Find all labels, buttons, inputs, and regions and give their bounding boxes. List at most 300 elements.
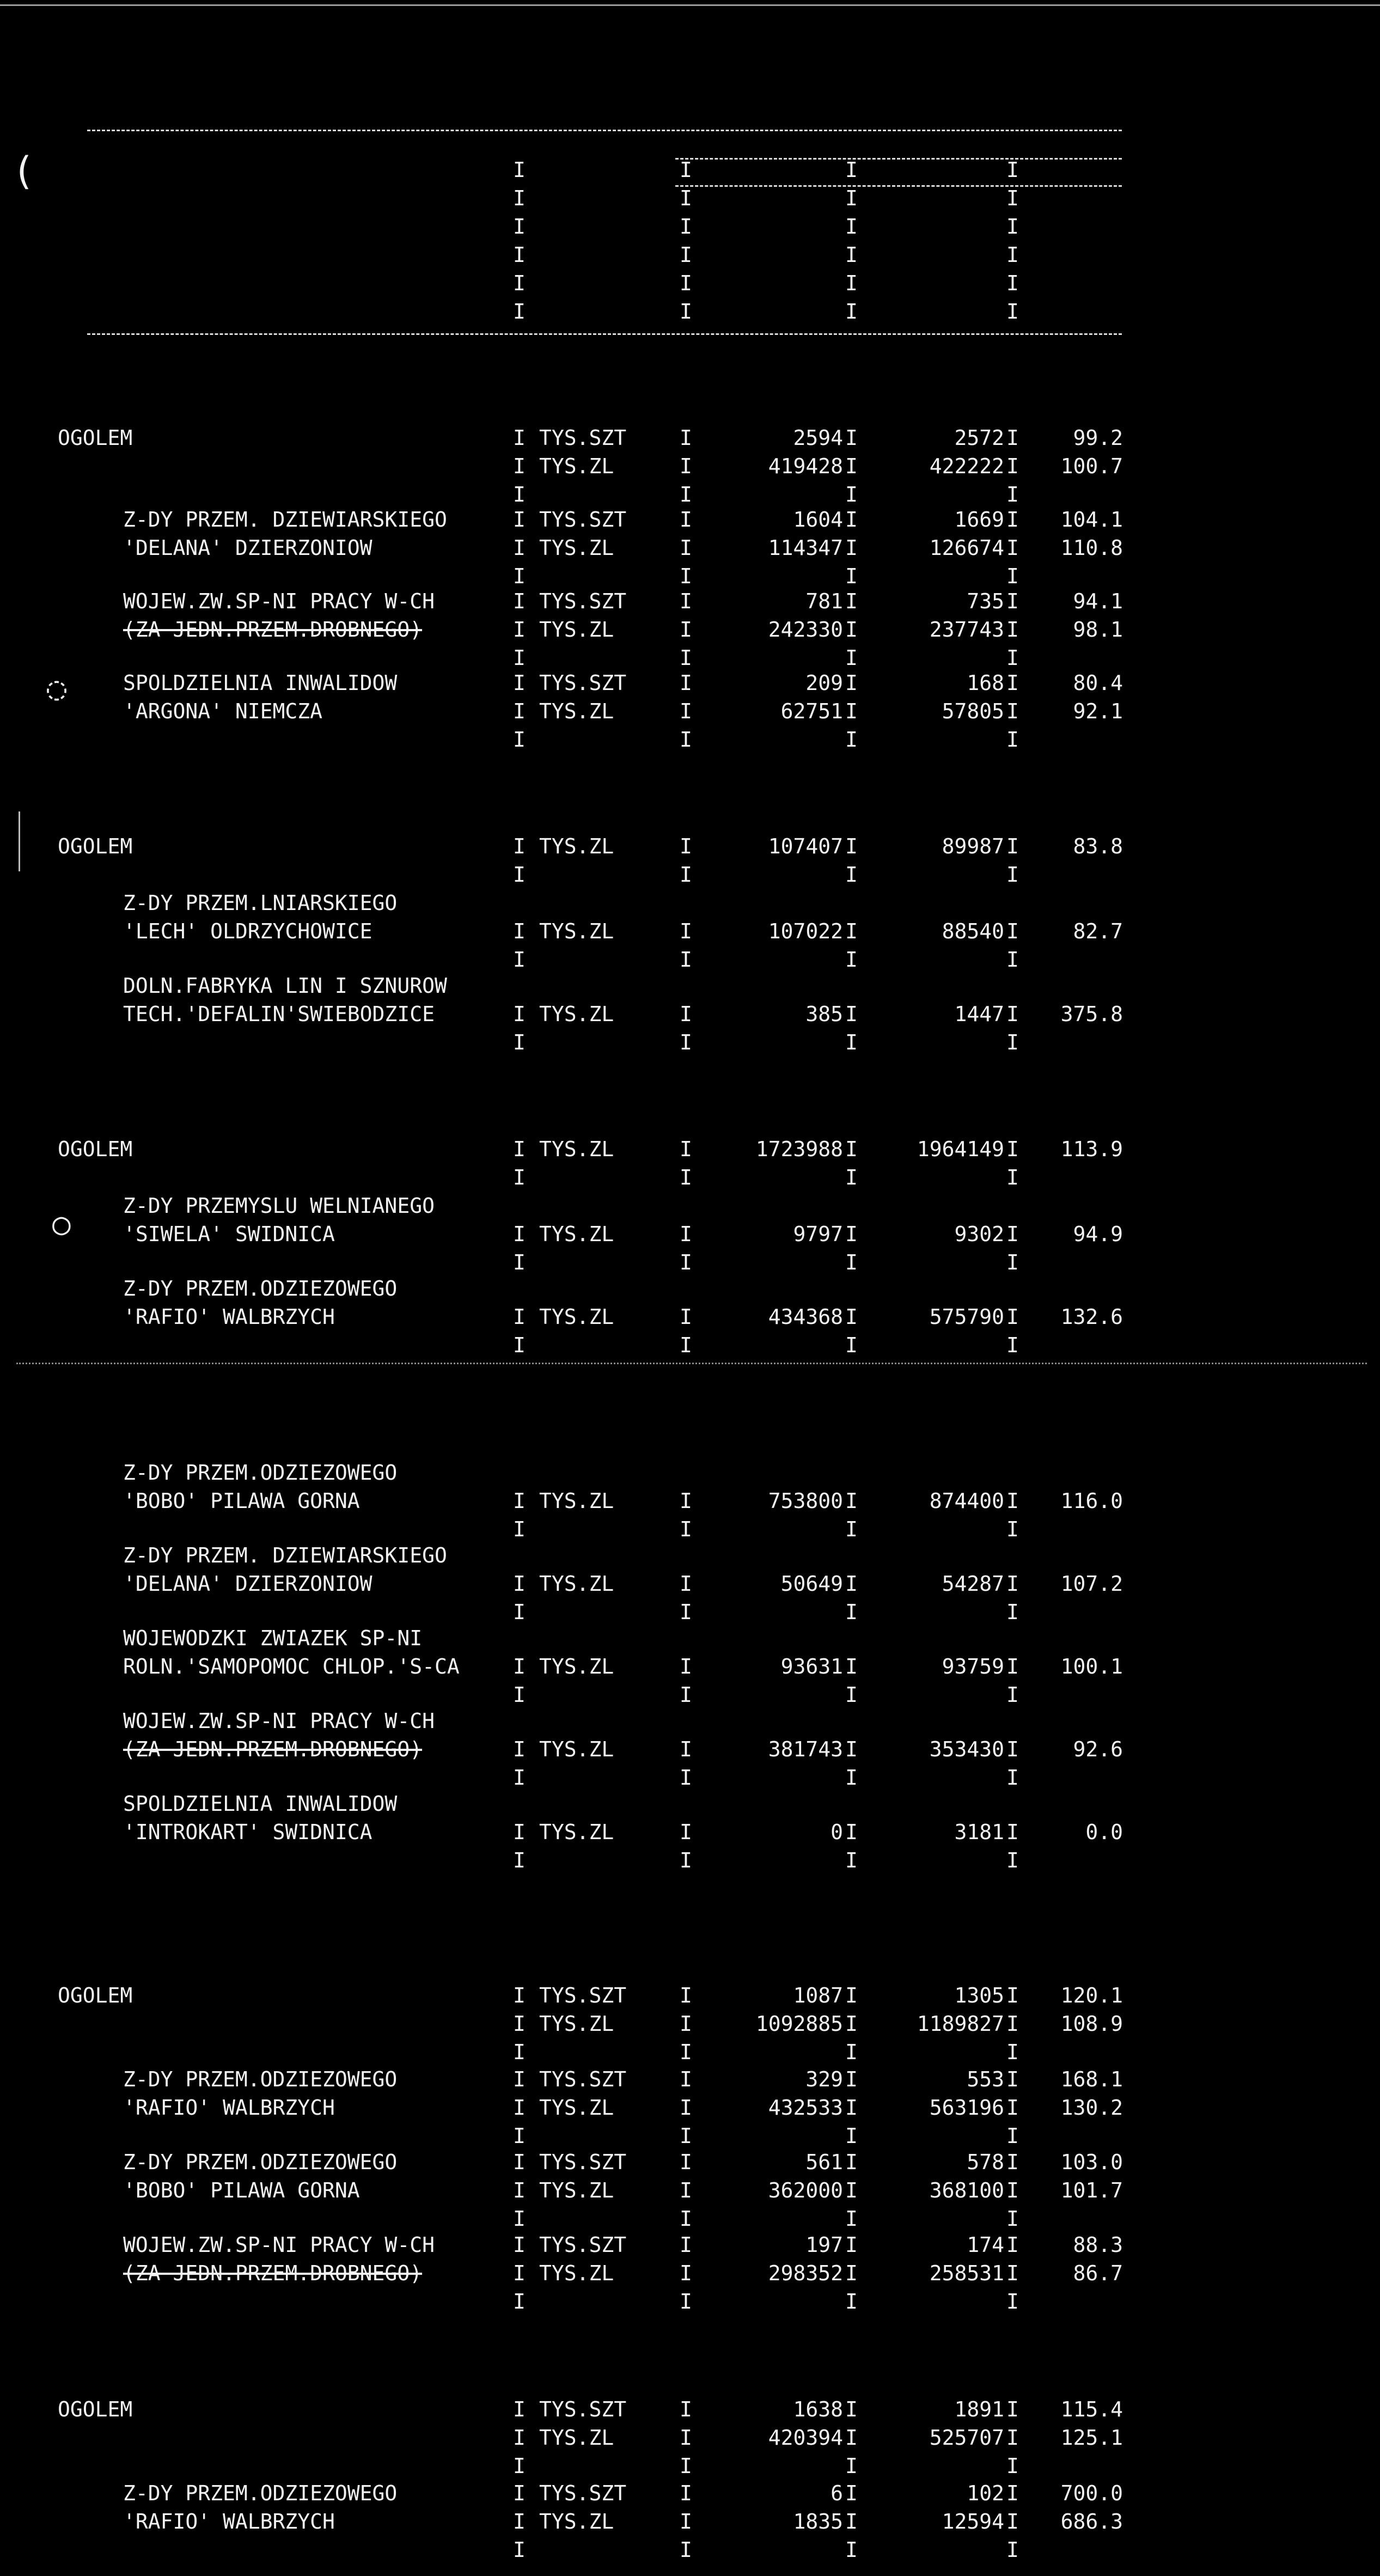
- column-separator: I: [680, 2150, 692, 2174]
- value-1980: 1092885: [755, 2012, 843, 2036]
- value-1981: 2572: [954, 426, 1004, 450]
- value-1981: 89987: [942, 834, 1004, 858]
- value-1981: 126674: [929, 536, 1004, 560]
- column-separator: I: [1006, 2096, 1019, 2120]
- column-separator: I: [845, 1333, 858, 1357]
- unit-cell: TYS.SZT: [539, 426, 627, 450]
- column-separator: I: [1006, 1983, 1019, 2007]
- value-1980: 561: [805, 2150, 843, 2174]
- column-separator: I: [845, 564, 858, 588]
- column-separator: I: [513, 1489, 526, 1513]
- value-1980: 0: [831, 1820, 843, 1844]
- column-separator: I: [513, 1165, 526, 1189]
- column-separator: I: [680, 508, 692, 532]
- row-label: SPOLDZIELNIA INWALIDOW: [123, 1792, 398, 1816]
- top-scan-edge: [0, 4, 1380, 6]
- row-sublabel: 'SIWELA' SWIDNICA: [123, 1222, 335, 1246]
- value-1981: 353430: [929, 1737, 1004, 1761]
- value-1981: 1891: [954, 2397, 1004, 2421]
- column-separator: I: [1006, 508, 1019, 532]
- index-value: 375.8: [1060, 1002, 1123, 1026]
- index-value: 92.1: [1073, 699, 1123, 723]
- index-value: 100.7: [1060, 454, 1123, 478]
- header-bottom-rule: [87, 333, 1122, 335]
- column-separator: I: [513, 1222, 526, 1246]
- index-value: 94.9: [1073, 1222, 1123, 1246]
- value-1981: 93759: [942, 1655, 1004, 1678]
- unit-cell: TYS.SZT: [539, 1983, 627, 2007]
- row-sublabel: ROLN.'SAMOPOMOC CHLOP.'S-CA: [123, 1655, 460, 1678]
- column-separator: I: [680, 589, 692, 613]
- column-separator: I: [513, 1983, 526, 2007]
- index-value: 98.1: [1073, 618, 1123, 642]
- column-separator: I: [1006, 2481, 1019, 2505]
- row-label: WOJEWODZKI ZWIAZEK SP-NI: [123, 1626, 423, 1650]
- column-separator: I: [513, 2538, 526, 2562]
- index-value: 0.0: [1085, 1820, 1123, 1844]
- column-separator: I: [1006, 1002, 1019, 1026]
- column-separator: I: [513, 2426, 526, 2450]
- index-value: 116.0: [1060, 1489, 1123, 1513]
- column-separator: I: [513, 646, 526, 670]
- header-column-separator: I: [680, 158, 692, 182]
- unit-cell: TYS.ZL: [539, 1305, 614, 1329]
- value-1980: 434368: [768, 1305, 843, 1329]
- column-separator: I: [845, 1002, 858, 1026]
- value-1981: 563196: [929, 2096, 1004, 2120]
- column-separator: I: [845, 948, 858, 972]
- column-separator: I: [680, 536, 692, 560]
- index-value: 120.1: [1060, 1983, 1123, 2007]
- value-1980: 420394: [768, 2426, 843, 2450]
- column-separator: I: [680, 564, 692, 588]
- column-separator: I: [513, 426, 526, 450]
- value-1980: 781: [805, 589, 843, 613]
- column-separator: I: [513, 2481, 526, 2505]
- value-1981: 12594: [942, 2510, 1004, 2534]
- value-1980: 114347: [768, 536, 843, 560]
- row-label: OGOLEM: [58, 1983, 133, 2007]
- header-column-separator: I: [513, 243, 526, 267]
- column-separator: I: [513, 2067, 526, 2091]
- row-label: Z-DY PRZEM.ODZIEZOWEGO: [123, 2481, 398, 2505]
- unit-cell: TYS.SZT: [539, 2233, 627, 2257]
- column-separator: I: [680, 1030, 692, 1054]
- column-separator: I: [1006, 2067, 1019, 2091]
- column-separator: I: [680, 2207, 692, 2231]
- column-separator: I: [680, 2040, 692, 2064]
- header-column-separator: I: [513, 158, 526, 182]
- binding-ring-mark-2: ○: [52, 1206, 71, 1242]
- column-separator: I: [680, 646, 692, 670]
- column-separator: I: [680, 2067, 692, 2091]
- row-label: Z-DY PRZEM. DZIEWIARSKIEGO: [123, 508, 447, 532]
- column-separator: I: [680, 1002, 692, 1026]
- column-separator: I: [680, 1517, 692, 1541]
- value-1981: 575790: [929, 1305, 1004, 1329]
- column-separator: I: [680, 2290, 692, 2313]
- header-column-separator: I: [1006, 243, 1019, 267]
- value-1980: 1835: [793, 2510, 843, 2534]
- value-1980: 432533: [768, 2096, 843, 2120]
- unit-cell: TYS.ZL: [539, 1820, 614, 1844]
- header-column-separator: I: [1006, 186, 1019, 210]
- header-column-separator: I: [845, 243, 858, 267]
- column-separator: I: [845, 618, 858, 642]
- column-separator: I: [680, 2538, 692, 2562]
- row-sublabel: 'DELANA' DZIERZONIOW: [123, 536, 373, 560]
- column-separator: I: [1006, 1305, 1019, 1329]
- column-separator: I: [845, 1137, 858, 1161]
- column-separator: I: [845, 454, 858, 478]
- header-column-separator: I: [845, 271, 858, 295]
- column-separator: I: [1006, 1165, 1019, 1189]
- column-separator: I: [1006, 948, 1019, 972]
- value-1981: 102: [967, 2481, 1004, 2505]
- column-separator: I: [1006, 618, 1019, 642]
- row-sublabel: 'ARGONA' NIEMCZA: [123, 699, 323, 723]
- header-column-separator: I: [513, 186, 526, 210]
- value-1981: 1964149: [917, 1137, 1004, 1161]
- column-separator: I: [680, 948, 692, 972]
- header-column-separator: I: [680, 271, 692, 295]
- column-separator: I: [845, 2124, 858, 2148]
- value-1981: 9302: [954, 1222, 1004, 1246]
- row-label: Z-DY PRZEM.ODZIEZOWEGO: [123, 1461, 398, 1485]
- column-separator: I: [1006, 2012, 1019, 2036]
- column-separator: I: [1006, 1766, 1019, 1790]
- column-separator: I: [513, 1333, 526, 1357]
- column-separator: I: [845, 426, 858, 450]
- column-separator: I: [680, 426, 692, 450]
- header-column-separator: I: [845, 158, 858, 182]
- column-separator: I: [1006, 2178, 1019, 2202]
- column-separator: I: [1006, 1655, 1019, 1678]
- column-separator: I: [680, 483, 692, 506]
- column-separator: I: [680, 1683, 692, 1707]
- index-value: 110.8: [1060, 536, 1123, 560]
- header-column-separator: I: [680, 186, 692, 210]
- row-label: Z-DY PRZEM.ODZIEZOWEGO: [123, 2067, 398, 2091]
- column-separator: I: [845, 1848, 858, 1872]
- column-separator: I: [845, 1766, 858, 1790]
- value-1981: 57805: [942, 699, 1004, 723]
- column-separator: I: [845, 2261, 858, 2285]
- binding-hole-mark: (: [12, 149, 35, 193]
- index-value: 113.9: [1060, 1137, 1123, 1161]
- column-separator: I: [513, 1766, 526, 1790]
- column-separator: I: [845, 2290, 858, 2313]
- value-1981: 368100: [929, 2178, 1004, 2202]
- index-value: 101.7: [1060, 2178, 1123, 2202]
- column-separator: I: [513, 1137, 526, 1161]
- value-1980: 298352: [768, 2261, 843, 2285]
- index-value: 99.2: [1073, 426, 1123, 450]
- column-separator: I: [845, 1983, 858, 2007]
- unit-cell: TYS.SZT: [539, 2067, 627, 2091]
- column-separator: I: [513, 1517, 526, 1541]
- column-separator: I: [1006, 1572, 1019, 1596]
- column-separator: I: [680, 2426, 692, 2450]
- index-value: 86.7: [1073, 2261, 1123, 2285]
- value-1980: 6: [831, 2481, 843, 2505]
- unit-cell: TYS.SZT: [539, 2397, 627, 2421]
- value-1981: 1669: [954, 508, 1004, 532]
- value-1980: 329: [805, 2067, 843, 2091]
- column-separator: I: [513, 1655, 526, 1678]
- value-1981: 1447: [954, 1002, 1004, 1026]
- value-1981: 1305: [954, 1983, 1004, 2007]
- column-separator: I: [513, 1030, 526, 1054]
- page-break-line: [16, 1363, 1367, 1364]
- row-label: SPOLDZIELNIA INWALIDOW: [123, 671, 398, 695]
- column-separator: I: [513, 564, 526, 588]
- value-1980: 62751: [780, 699, 843, 723]
- value-1981: 174: [967, 2233, 1004, 2257]
- column-separator: I: [845, 2481, 858, 2505]
- unit-cell: TYS.ZL: [539, 1002, 614, 1026]
- column-separator: I: [1006, 1848, 1019, 1872]
- row-label: OGOLEM: [58, 2397, 133, 2421]
- column-separator: I: [513, 671, 526, 695]
- row-label: WOJEW.ZW.SP-NI PRACY W-CH: [123, 2233, 435, 2257]
- column-separator: I: [1006, 1030, 1019, 1054]
- column-separator: I: [513, 2096, 526, 2120]
- column-separator: I: [513, 919, 526, 943]
- column-separator: I: [513, 2150, 526, 2174]
- column-separator: I: [845, 2207, 858, 2231]
- row-sublabel: 'DELANA' DZIERZONIOW: [123, 1572, 373, 1596]
- header-column-separator: I: [1006, 158, 1019, 182]
- row-sublabel: 'RAFIO' WALBRZYCH: [123, 1305, 335, 1329]
- column-separator: I: [513, 1305, 526, 1329]
- row-sublabel: 'BOBO' PILAWA GORNA: [123, 1489, 360, 1513]
- unit-cell: TYS.ZL: [539, 1737, 614, 1761]
- column-separator: I: [680, 2510, 692, 2534]
- column-separator: I: [680, 2397, 692, 2421]
- column-separator: I: [513, 589, 526, 613]
- column-separator: I: [680, 1820, 692, 1844]
- column-separator: I: [845, 508, 858, 532]
- column-separator: I: [513, 2040, 526, 2064]
- column-separator: I: [1006, 834, 1019, 858]
- column-separator: I: [680, 1222, 692, 1246]
- column-separator: I: [845, 536, 858, 560]
- index-value: 168.1: [1060, 2067, 1123, 2091]
- margin-edge-line: [19, 811, 20, 871]
- row-label: Z-DY PRZEM.ODZIEZOWEGO: [123, 1277, 398, 1301]
- column-separator: I: [513, 618, 526, 642]
- column-separator: I: [1006, 2510, 1019, 2534]
- unit-cell: TYS.ZL: [539, 1222, 614, 1246]
- index-value: 700.0: [1060, 2481, 1123, 2505]
- unit-cell: TYS.ZL: [539, 1655, 614, 1678]
- value-1980: 242330: [768, 618, 843, 642]
- header-column-separator: I: [1006, 271, 1019, 295]
- row-label: Z-DY PRZEM.ODZIEZOWEGO: [123, 2150, 398, 2174]
- column-separator: I: [845, 2096, 858, 2120]
- column-separator: I: [513, 2233, 526, 2257]
- column-separator: I: [845, 1572, 858, 1596]
- unit-cell: TYS.ZL: [539, 536, 614, 560]
- column-separator: I: [680, 2178, 692, 2202]
- value-1980: 209: [805, 671, 843, 695]
- value-1980: 107407: [768, 834, 843, 858]
- column-separator: I: [513, 699, 526, 723]
- column-separator: I: [680, 834, 692, 858]
- column-separator: I: [1006, 2538, 1019, 2562]
- column-separator: I: [513, 1250, 526, 1274]
- column-separator: I: [1006, 646, 1019, 670]
- column-separator: I: [1006, 2150, 1019, 2174]
- header-column-separator: I: [1006, 215, 1019, 239]
- value-1980: 2594: [793, 426, 843, 450]
- column-separator: I: [845, 2397, 858, 2421]
- column-separator: I: [1006, 2290, 1019, 2313]
- column-separator: I: [513, 948, 526, 972]
- unit-cell: TYS.ZL: [539, 1572, 614, 1596]
- column-separator: I: [680, 1333, 692, 1357]
- column-separator: I: [680, 2124, 692, 2148]
- row-sublabel: (ZA JEDN.PRZEM.DROBNEGO): [123, 618, 423, 642]
- unit-cell: TYS.ZL: [539, 2510, 614, 2534]
- row-sublabel: 'RAFIO' WALBRZYCH: [123, 2096, 335, 2120]
- column-separator: I: [1006, 1820, 1019, 1844]
- column-separator: I: [845, 2067, 858, 2091]
- value-1980: 50649: [780, 1572, 843, 1596]
- column-separator: I: [845, 2012, 858, 2036]
- index-value: 108.9: [1060, 2012, 1123, 2036]
- column-separator: I: [1006, 2454, 1019, 2478]
- header-column-separator: I: [845, 300, 858, 323]
- column-separator: I: [680, 699, 692, 723]
- column-separator: I: [1006, 426, 1019, 450]
- row-label: WOJEW.ZW.SP-NI PRACY W-CH: [123, 1709, 435, 1733]
- column-separator: I: [1006, 1250, 1019, 1274]
- column-separator: I: [513, 483, 526, 506]
- header-column-separator: I: [680, 243, 692, 267]
- column-separator: I: [1006, 863, 1019, 887]
- unit-cell: TYS.ZL: [539, 2096, 614, 2120]
- column-separator: I: [845, 1655, 858, 1678]
- index-value: 88.3: [1073, 2233, 1123, 2257]
- column-separator: I: [845, 646, 858, 670]
- value-1981: 735: [967, 589, 1004, 613]
- column-separator: I: [513, 2510, 526, 2534]
- header-column-separator: I: [513, 215, 526, 239]
- row-sublabel: 'BOBO' PILAWA GORNA: [123, 2178, 360, 2202]
- value-1981: 168: [967, 671, 1004, 695]
- index-value: 125.1: [1060, 2426, 1123, 2450]
- column-separator: I: [513, 2012, 526, 2036]
- index-value: 686.3: [1060, 2510, 1123, 2534]
- value-1980: 362000: [768, 2178, 843, 2202]
- column-separator: I: [1006, 1683, 1019, 1707]
- binding-ring-mark: ◌: [47, 669, 67, 707]
- column-separator: I: [1006, 2040, 1019, 2064]
- column-separator: I: [845, 671, 858, 695]
- column-separator: I: [1006, 1737, 1019, 1761]
- index-value: 132.6: [1060, 1305, 1123, 1329]
- column-separator: I: [845, 834, 858, 858]
- column-separator: I: [680, 728, 692, 752]
- column-separator: I: [845, 1250, 858, 1274]
- column-separator: I: [845, 728, 858, 752]
- column-separator: I: [513, 508, 526, 532]
- column-separator: I: [1006, 2426, 1019, 2450]
- column-separator: I: [845, 1305, 858, 1329]
- column-separator: I: [513, 2290, 526, 2313]
- column-separator: I: [680, 1137, 692, 1161]
- column-separator: I: [680, 1250, 692, 1274]
- row-sublabel: 'RAFIO' WALBRZYCH: [123, 2510, 335, 2534]
- index-value: 130.2: [1060, 2096, 1123, 2120]
- value-1980: 1604: [793, 508, 843, 532]
- column-separator: I: [845, 2510, 858, 2534]
- column-separator: I: [845, 1683, 858, 1707]
- column-separator: I: [845, 589, 858, 613]
- column-separator: I: [513, 454, 526, 478]
- column-separator: I: [513, 2454, 526, 2478]
- column-separator: I: [845, 1489, 858, 1513]
- column-separator: I: [845, 2538, 858, 2562]
- index-value: 83.8: [1073, 834, 1123, 858]
- column-separator: I: [680, 2261, 692, 2285]
- column-separator: I: [513, 2178, 526, 2202]
- column-separator: I: [1006, 671, 1019, 695]
- column-separator: I: [513, 536, 526, 560]
- value-1981: 88540: [942, 919, 1004, 943]
- row-label: Z-DY PRZEMYSLU WELNIANEGO: [123, 1194, 435, 1218]
- value-1981: 1189827: [917, 2012, 1004, 2036]
- column-separator: I: [1006, 454, 1019, 478]
- column-separator: I: [845, 1737, 858, 1761]
- column-separator: I: [680, 1489, 692, 1513]
- column-separator: I: [680, 919, 692, 943]
- value-1980: 197: [805, 2233, 843, 2257]
- index-value: 92.6: [1073, 1737, 1123, 1761]
- unit-cell: TYS.ZL: [539, 454, 614, 478]
- value-1980: 419428: [768, 454, 843, 478]
- index-value: 80.4: [1073, 671, 1123, 695]
- column-separator: I: [680, 454, 692, 478]
- column-separator: I: [845, 2454, 858, 2478]
- row-label: Z-DY PRZEM.LNIARSKIEGO: [123, 891, 398, 915]
- value-1981: 525707: [929, 2426, 1004, 2450]
- value-1981: 422222: [929, 454, 1004, 478]
- index-value: 94.1: [1073, 589, 1123, 613]
- unit-cell: TYS.SZT: [539, 2150, 627, 2174]
- column-separator: I: [1006, 1222, 1019, 1246]
- index-value: 115.4: [1060, 2397, 1123, 2421]
- column-separator: I: [680, 2454, 692, 2478]
- column-separator: I: [680, 863, 692, 887]
- column-separator: I: [845, 1820, 858, 1844]
- column-separator: I: [513, 1683, 526, 1707]
- value-1980: 1638: [793, 2397, 843, 2421]
- column-separator: I: [680, 1600, 692, 1624]
- column-separator: I: [680, 1572, 692, 1596]
- row-label: DOLN.FABRYKA LIN I SZNUROW: [123, 974, 447, 998]
- column-separator: I: [680, 2012, 692, 2036]
- index-value: 82.7: [1073, 919, 1123, 943]
- unit-cell: TYS.ZL: [539, 2261, 614, 2285]
- value-1980: 381743: [768, 1737, 843, 1761]
- unit-cell: TYS.SZT: [539, 589, 627, 613]
- unit-cell: TYS.ZL: [539, 2012, 614, 2036]
- unit-cell: TYS.ZL: [539, 2426, 614, 2450]
- value-1980: 93631: [780, 1655, 843, 1678]
